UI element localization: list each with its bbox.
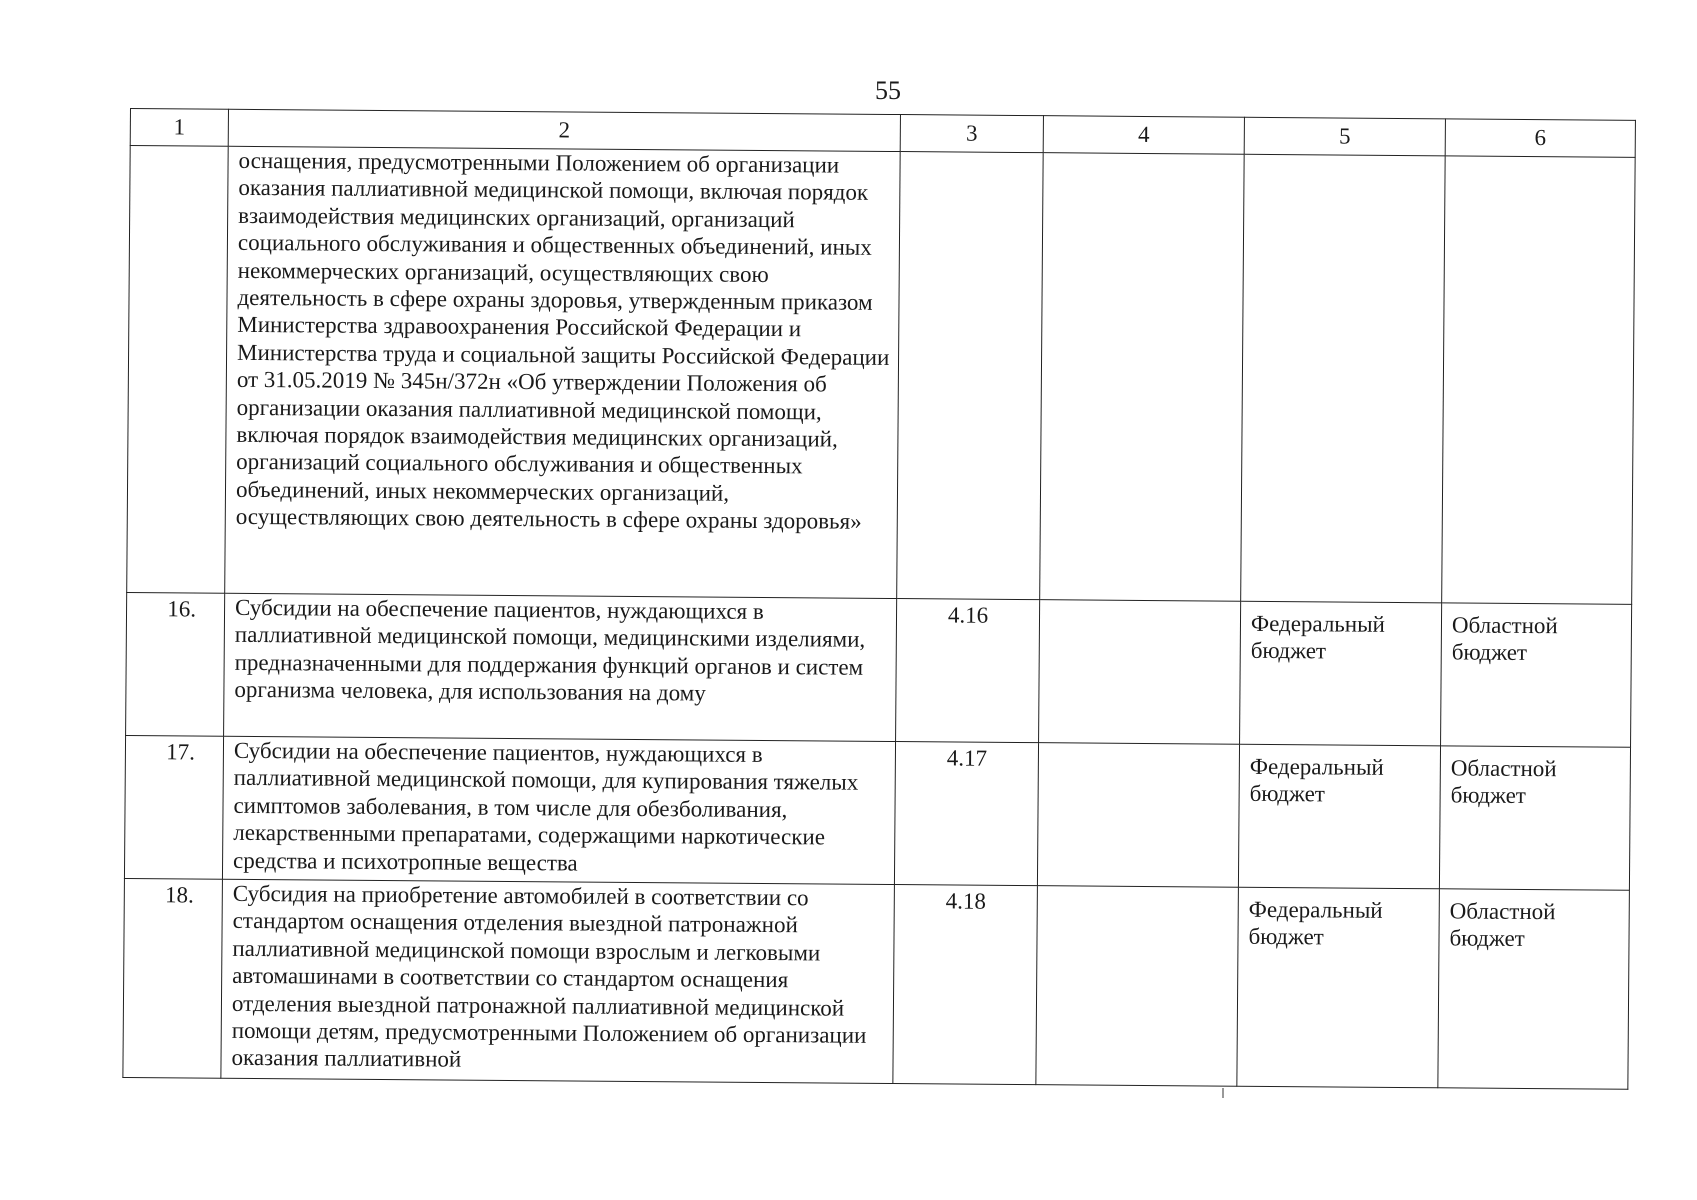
row-number-cell: 17. (124, 735, 223, 879)
page-number: 55 (875, 76, 901, 105)
row-col4-cell (1039, 600, 1241, 745)
row-col4-cell (1040, 153, 1245, 602)
table-row (123, 878, 1630, 1089)
row-number-cell: 16. (126, 592, 225, 736)
budget-table (122, 108, 1636, 1090)
column-header-5: 5 (1244, 117, 1445, 156)
column-header-1: 1 (130, 109, 228, 147)
row-description-cell: Субсидии на обеспечение пациентов, нуждающихся в паллиативной медицинской помощи, для купирования тяжелых симптомов заболевания, в том числе для обезболивания, лекарственными препаратами, содержащими наркотические средства и психотропные вещества (222, 736, 895, 884)
row-code-cell: 4.18 (893, 885, 1038, 1085)
row-regional-budget-cell: Областной бюджет (1441, 603, 1632, 747)
scan-artifact (1222, 1088, 1224, 1098)
row-code-cell: 4.17 (894, 742, 1038, 886)
row-col4-cell (1036, 886, 1239, 1087)
column-header-4: 4 (1043, 116, 1244, 155)
column-header-2: 2 (228, 109, 900, 151)
table-row (124, 735, 1630, 890)
row-description-cell: оснащения, предусмотренными Положением об организации оказания паллиативной медицинской помощи, включая порядок взаимодействия медицинских организаций, организаций социального обслуживания и общественных объединений, иных некоммерческих организаций, осуществляющих свою деятельность в сфере охраны здоровья, утвержденным приказом Министерства здравоохранения Российской Федерации и Министерства труда и социальной защиты Российской Федерации от 31.05.2019 № 345н/372н «Об утверждении Положения об организации оказания паллиативной медицинской помощи, включая порядок взаимодействия медицинских организаций, организаций социального обслуживания и общественных объединений, иных некоммерческих организаций, осуществляющих свою деятельность в сфере охраны здоровья» (225, 146, 900, 598)
row-federal-budget-cell: Федеральный бюджет (1238, 744, 1440, 889)
row-description-cell: Субсидии на обеспечение пациентов, нуждающихся в паллиативной медицинской помощи, медицинскими изделиями, предназначенными для поддержания функций органов и систем организма человека, для использования на дому (224, 593, 897, 741)
row-regional-budget-cell: Областной бюджет (1438, 889, 1630, 1089)
row-number-cell (127, 146, 229, 594)
column-header-3: 3 (900, 115, 1043, 153)
row-regional-budget-cell (1442, 156, 1636, 604)
table-row (126, 592, 1632, 747)
row-federal-budget-cell (1241, 154, 1446, 603)
row-description-cell: Субсидия на приобретение автомобилей в соответствии со стандартом оснащения отделения выездной патронажной паллиативной медицинской помощи взрослым и легковыми автомашинами в соответствии со стандартом оснащения отделения выездной патронажной паллиативной медицинской помощи детям, предусмотренными Положением об организации оказания паллиативной (221, 879, 895, 1083)
row-col4-cell (1037, 743, 1239, 888)
row-code-cell (897, 152, 1044, 600)
row-federal-budget-cell: Федеральный бюджет (1237, 887, 1440, 1088)
row-regional-budget-cell: Областной бюджет (1439, 746, 1630, 890)
row-code-cell: 4.16 (896, 599, 1040, 743)
table-row (127, 146, 1635, 605)
row-federal-budget-cell: Федеральный бюджет (1240, 601, 1442, 746)
column-header-6: 6 (1445, 119, 1635, 157)
row-number-cell: 18. (123, 878, 223, 1078)
